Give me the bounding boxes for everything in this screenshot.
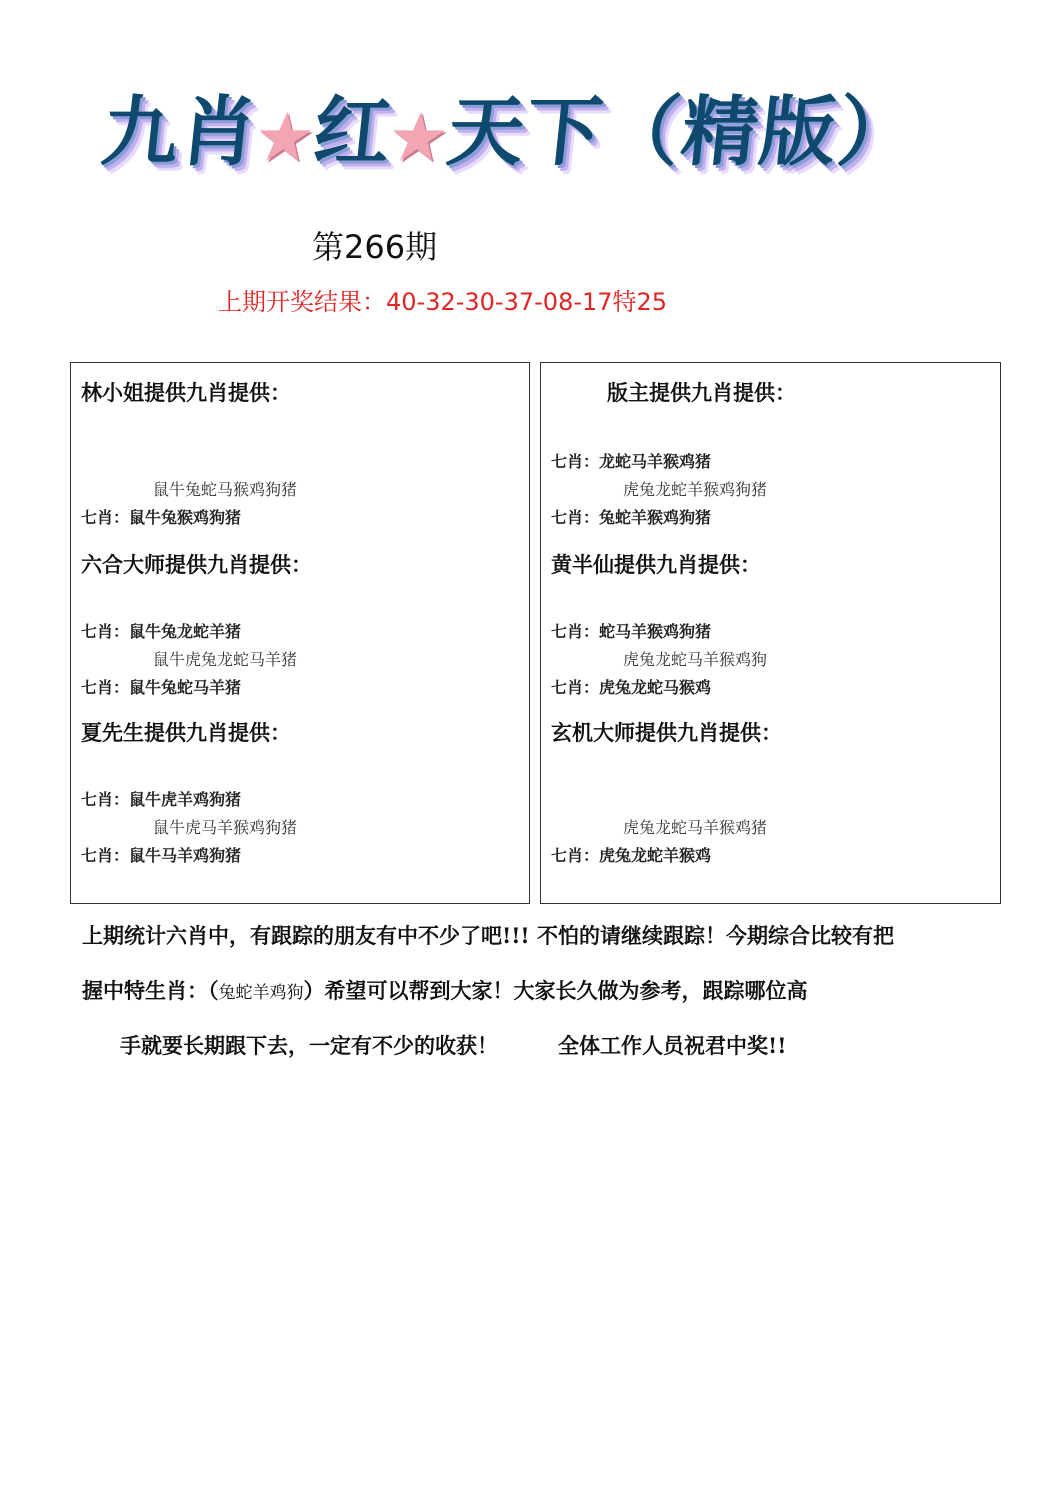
seven-values: 鼠牛兔龙蛇羊猪 <box>129 622 242 641</box>
seven-zodiac-line <box>551 843 711 866</box>
nine-zodiac-line: 鼠牛虎马羊猴鸡狗猪 <box>153 818 298 837</box>
seven-label: 七肖： <box>81 508 130 527</box>
seven-values: 鼠牛马羊鸡狗猪 <box>129 846 242 865</box>
seven-label: 七肖： <box>551 452 600 471</box>
seven-zodiac-line <box>81 505 241 528</box>
seven-zodiac-line <box>81 619 241 642</box>
seven-values: 虎兔龙蛇马猴鸡 <box>599 678 712 697</box>
right-panel <box>540 362 1001 904</box>
seven-values: 龙蛇马羊猴鸡猪 <box>599 452 712 471</box>
card-title: 玄机大师提供九肖提供： <box>551 720 782 745</box>
footer-line-2 <box>82 975 962 1005</box>
seven-label: 七肖： <box>81 622 130 641</box>
footer-line-3 <box>120 1030 1000 1060</box>
seven-label: 七肖： <box>551 508 600 527</box>
card-title: 林小姐提供九肖提供： <box>81 380 291 405</box>
seven-zodiac-line <box>81 787 241 810</box>
seven-label: 七肖： <box>81 846 130 865</box>
footer-text: 手就要长期跟下去，一定有不少的收获！ <box>120 1033 498 1058</box>
featured-zodiacs: 兔蛇羊鸡狗 <box>218 983 304 1003</box>
nine-zodiac-line: 虎兔龙蛇羊猴鸡狗猪 <box>623 480 768 499</box>
seven-values: 鼠牛虎羊鸡狗猪 <box>129 790 242 809</box>
card-liuhe <box>71 535 529 703</box>
card-huang <box>541 535 1000 703</box>
seven-label: 七肖： <box>81 678 130 697</box>
seven-zodiac-line <box>81 675 241 698</box>
seven-values: 鼠牛兔猴鸡狗猪 <box>129 508 242 527</box>
seven-zodiac-line <box>551 449 711 472</box>
card-banzhu <box>541 363 1000 531</box>
card-title: 夏先生提供九肖提供： <box>81 720 291 745</box>
banner-part3: 天下（精版） <box>443 86 921 176</box>
banner-part2: 红 <box>309 86 398 176</box>
seven-label: 七肖： <box>551 622 600 641</box>
title-banner <box>97 70 921 180</box>
seven-label: 七肖： <box>551 678 600 697</box>
left-panel <box>70 362 530 904</box>
card-title: 版主提供九肖提供： <box>607 380 796 405</box>
seven-values: 鼠牛兔蛇马羊猪 <box>129 678 242 697</box>
footer-line-1: 上期统计六肖中，有跟踪的朋友有中不少了吧!!! 不怕的请继续跟踪！今期综合比较有把 <box>82 923 894 948</box>
banner-part1: 九肖 <box>97 86 264 176</box>
card-title: 六合大师提供九肖提供： <box>81 552 312 577</box>
seven-zodiac-line <box>551 619 711 642</box>
star-icon: ★ <box>388 102 452 173</box>
seven-zodiac-line <box>551 675 711 698</box>
seven-zodiac-line <box>551 505 711 528</box>
card-title: 黄半仙提供九肖提供： <box>551 552 761 577</box>
seven-label: 七肖： <box>81 790 130 809</box>
nine-zodiac-line: 虎兔龙蛇马羊猴鸡狗 <box>623 650 768 669</box>
card-xuanji <box>541 703 1000 871</box>
seven-values: 蛇马羊猴鸡狗猪 <box>599 622 712 641</box>
nine-zodiac-line: 鼠牛虎兔龙蛇马羊猪 <box>153 650 298 669</box>
footer-text: ）希望可以帮到大家！大家长久做为参考，跟踪哪位高 <box>303 978 808 1003</box>
last-result: 上期开奖结果：40-32-30-37-08-17特25 <box>218 288 668 316</box>
footer-blessing: 全体工作人员祝君中奖!! <box>558 1033 787 1058</box>
card-xia <box>71 703 529 871</box>
nine-zodiac-line: 虎兔龙蛇马羊猴鸡猪 <box>623 818 768 837</box>
footer-text: 握中特生肖：（ <box>82 978 219 1003</box>
card-lin <box>71 363 529 531</box>
star-icon: ★ <box>254 102 318 173</box>
banner-title <box>97 71 922 180</box>
seven-zodiac-line <box>81 843 241 866</box>
issue-number: 第266期 <box>312 228 438 266</box>
seven-label: 七肖： <box>551 846 600 865</box>
nine-zodiac-line: 鼠牛兔蛇马猴鸡狗猪 <box>153 480 298 499</box>
seven-values: 兔蛇羊猴鸡狗猪 <box>599 508 712 527</box>
seven-values: 虎兔龙蛇羊猴鸡 <box>599 846 712 865</box>
